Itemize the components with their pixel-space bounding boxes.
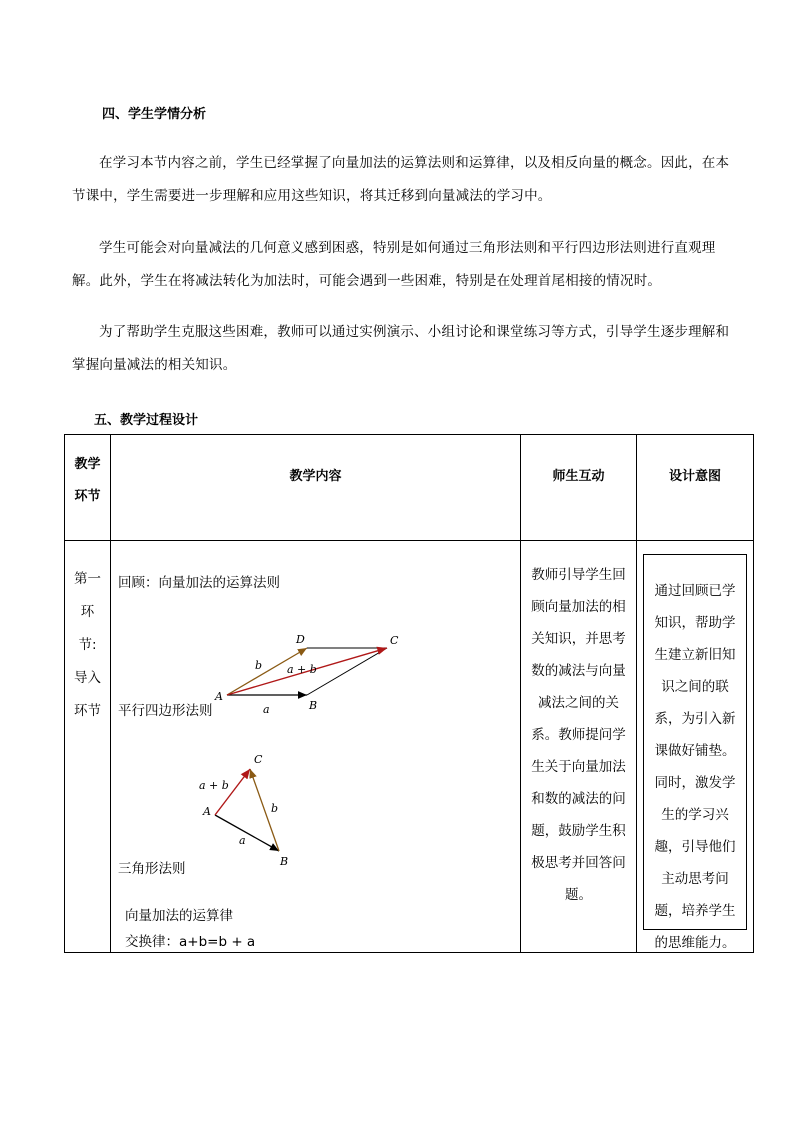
point-c-label: C [390, 634, 399, 647]
header-intent: 设计意图 [668, 469, 721, 484]
triangle-point-a-label: A [203, 805, 211, 818]
header-cell-interaction [521, 435, 637, 541]
triangle-sum-line [215, 769, 250, 815]
sum-vector-label: a + b [287, 663, 317, 676]
table-header-row [65, 435, 754, 541]
header-stage: 教学环节 [74, 457, 101, 504]
review-title: 回顾：向量加法的运算法则 [118, 575, 280, 591]
paragraph-3: 为了帮助学生克服这些困难，教师可以通过实例演示、小组讨论和课堂练习等方式，引导学生逐步理解和掌握向量减法的相关知识。 [72, 324, 730, 373]
point-d-label: D [296, 633, 305, 646]
commutative-label: 交换律： [125, 934, 179, 950]
vector-a-label: a [263, 703, 270, 716]
section-4-heading: 四、学生学情分析 [102, 107, 207, 122]
point-a-label: A [215, 690, 223, 703]
triangle-point-b-label: B [280, 855, 289, 868]
header-interaction: 师生互动 [552, 469, 605, 484]
header-cell-intent [637, 435, 754, 541]
intent-box [643, 554, 747, 951]
header-cell-stage [65, 435, 111, 541]
commutative-law [125, 930, 255, 950]
section-5-heading: 五、教学过程设计 [94, 413, 199, 428]
teaching-process-table [64, 434, 754, 953]
intent-cell [637, 541, 754, 953]
parallelogram-diagram [211, 619, 451, 719]
stage-label: 第一环节:导入环节 [74, 571, 101, 719]
point-b-label: B [309, 699, 318, 712]
laws-title: 向量加法的运算律 [125, 908, 233, 924]
triangle-caption: 三角形法则 [118, 861, 186, 877]
commutative-formula: a+b=b + a [179, 934, 256, 950]
header-cell-content [111, 435, 521, 541]
triangle-vector-a-label: a [239, 834, 246, 847]
content-cell [111, 541, 521, 953]
triangle-vector-a-line [215, 815, 279, 851]
triangle-vector-b-label: b [271, 802, 279, 815]
stage-cell [65, 541, 111, 953]
triangle-sum-label: a + b [199, 779, 229, 792]
intent-text: 通过回顾已学知识，帮助学生建立新旧知识之间的联系，为引入新课做好铺垫。同时，激发学生的学习兴趣，引导他们主动思考问题，培养学生的思维能力。 [654, 583, 736, 951]
triangle-diagram [183, 741, 333, 871]
interaction-text: 教师引导学生回顾向量加法的相关知识，并思考数的减法与向量减法之间的关系。教师提问学生关于向量加法和数的减法的问题，鼓励学生积极思考并回答问题。 [531, 567, 626, 903]
interaction-cell [521, 541, 637, 953]
paragraph-2: 学生可能会对向量减法的几何意义感到困惑，特别是如何通过三角形法则和平行四边形法则进行直观理解。此外，学生在将减法转化为加法时，可能会遇到一些困难，特别是在处理首尾相接的情况时。 [72, 240, 716, 289]
paragraph-1: 在学习本节内容之前，学生已经掌握了向量加法的运算法则和运算律，以及相反向量的概念。因此，在本节课中，学生需要进一步理解和应用这些知识，将其迁移到向量减法的学习中。 [72, 155, 730, 204]
table-row [65, 541, 754, 953]
header-content: 教学内容 [289, 469, 342, 484]
triangle-point-c-label: C [254, 753, 263, 766]
vector-b-label: b [255, 659, 263, 672]
side-bc-line [307, 648, 387, 695]
parallelogram-caption: 平行四边形法则 [118, 703, 213, 719]
